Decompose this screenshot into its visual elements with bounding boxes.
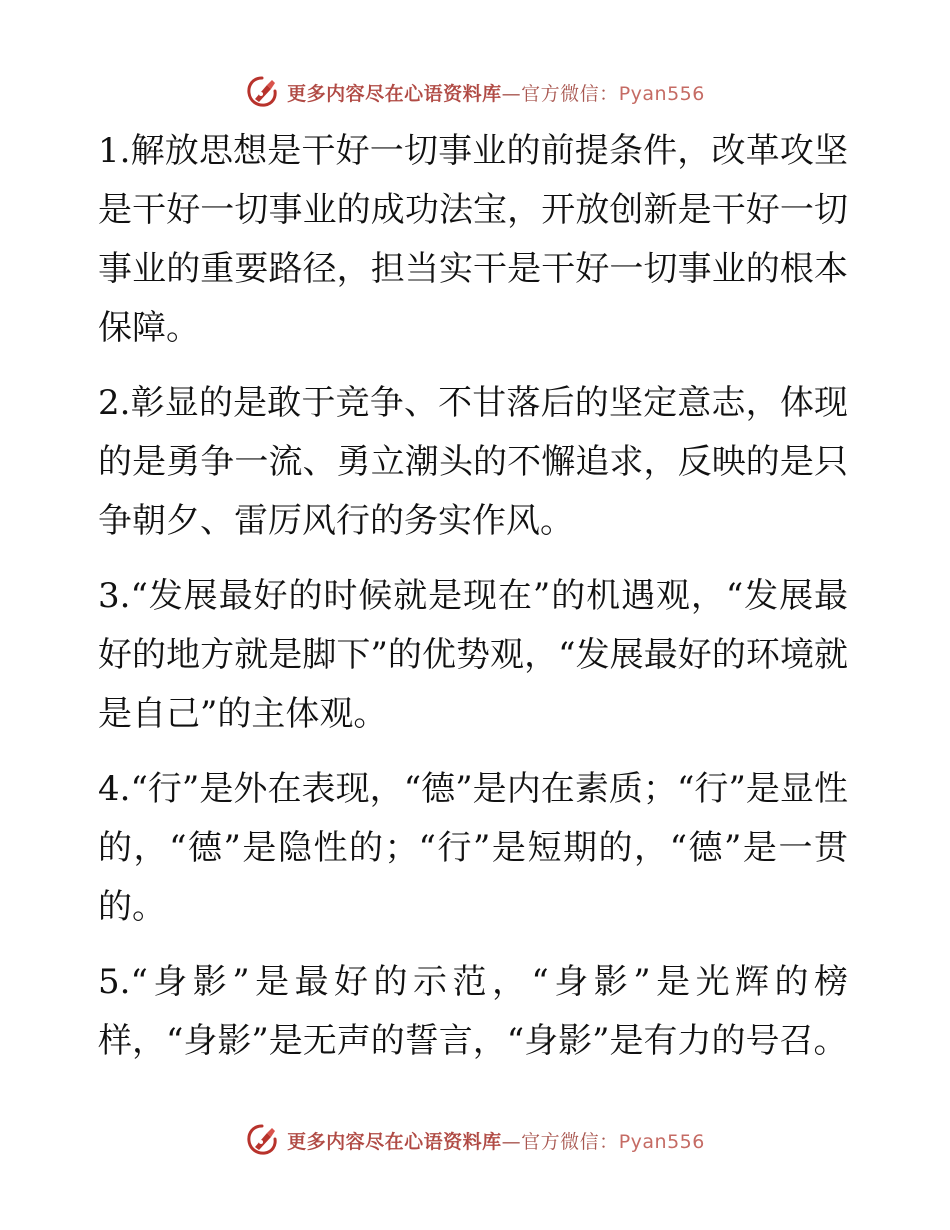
paragraph-5: 5.“身影”是最好的示范，“身影”是光辉的榜样，“身影”是无声的誓言，“身影”是有力的号召。 xyxy=(98,962,848,1061)
banner-dash: — xyxy=(501,1130,522,1153)
paragraph-1: 1.解放思想是干好一切事业的前提条件，改革攻坚是干好一切事业的成功法宝，开放创新是干好一切事业的重要路径，担当实干是干好一切事业的根本保障。 xyxy=(98,131,848,348)
banner-wechat-id: Pyan556 xyxy=(618,1130,705,1153)
banner-wechat-id: Pyan556 xyxy=(618,82,705,105)
document-body xyxy=(98,122,848,1087)
banner-main-text: 更多内容尽在心语资料库 xyxy=(287,1130,502,1153)
banner-text xyxy=(287,79,705,106)
pen-nib-swirl-logo-icon xyxy=(245,1123,279,1157)
paragraph-4: 4.“行”是外在表现，“德”是内在素质；“行”是显性的，“德”是隐性的；“行”是短期的，“德”是一贯的。 xyxy=(98,769,848,927)
header-banner xyxy=(0,70,950,114)
paragraph-2: 2.彰显的是敢于竞争、不甘落后的坚定意志，体现的是勇争一流、勇立潮头的不懈追求，反映的是只争朝夕、雷厉风行的务实作风。 xyxy=(98,383,848,541)
banner-dash: — xyxy=(501,82,522,105)
paragraph-3: 3.“发展最好的时候就是现在”的机遇观，“发展最好的地方就是脚下”的优势观，“发展最好的环境就是自己”的主体观。 xyxy=(98,576,848,734)
banner-sub-text: 官方微信： xyxy=(521,1130,619,1153)
banner-text xyxy=(287,1127,705,1154)
banner-main-text: 更多内容尽在心语资料库 xyxy=(287,82,502,105)
banner-sub-text: 官方微信： xyxy=(521,82,619,105)
footer-banner xyxy=(0,1118,950,1162)
pen-nib-swirl-logo-icon xyxy=(245,75,279,109)
